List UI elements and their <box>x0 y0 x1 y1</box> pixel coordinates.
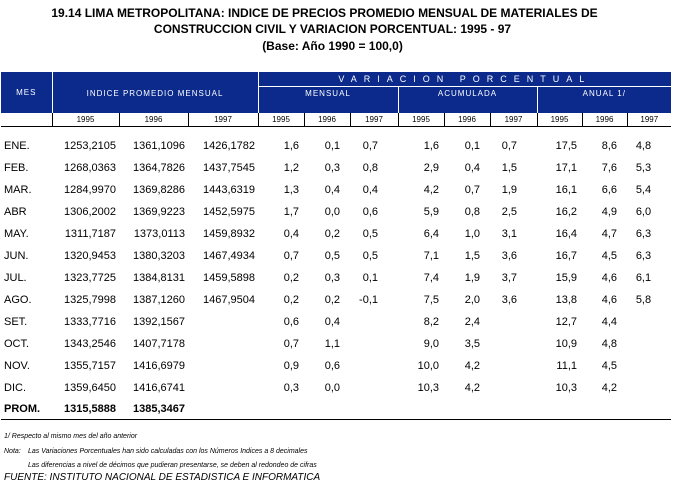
value-cell: 1323,7725 <box>64 271 116 284</box>
value-cell: 4,2 <box>601 381 618 394</box>
value-cell: 1373,0113 <box>133 227 185 240</box>
month-cell: JUL. <box>4 271 27 284</box>
value-cell <box>350 333 398 355</box>
source-note: FUENTE: INSTITUTO NACIONAL DE ESTADISTICA E INFORMATICA <box>4 472 321 483</box>
header-anual: ANUAL 1/ <box>537 86 671 100</box>
nota-label: Nota: <box>4 448 21 455</box>
value-cell: 6,1 <box>635 271 652 284</box>
value-cell: 1407,7178 <box>133 337 185 350</box>
value-cell: 3,7 <box>501 271 518 284</box>
average-label: PROM. <box>1 399 52 420</box>
value-cell: 3,6 <box>501 293 518 306</box>
value-cell <box>188 355 258 377</box>
year-label: 1995 <box>398 113 444 127</box>
value-cell: 17,5 <box>555 139 578 152</box>
value-cell: 0,4 <box>283 227 300 240</box>
value-cell: 1311,7187 <box>64 227 116 240</box>
value-cell: 1380,3203 <box>133 249 185 262</box>
value-cell: 1284,9970 <box>64 183 116 196</box>
value-cell <box>188 311 258 333</box>
table-title-line2: CONSTRUCCION CIVIL Y VARIACION PORCENTUAL: 1995 - 97 <box>153 22 512 36</box>
value-cell: 0,8 <box>362 161 379 174</box>
footnote-redondeo: Las diferencias a nivel de décimos que pudieran presentarse, se deben al redondeo de cifras <box>28 462 317 469</box>
header-mensual: MENSUAL <box>258 86 398 100</box>
value-cell: 1467,9504 <box>203 293 256 306</box>
value-cell: 6,3 <box>635 227 652 240</box>
value-cell: 1384,8131 <box>133 271 185 284</box>
value-cell: 0,0 <box>324 381 341 394</box>
value-cell <box>490 311 537 333</box>
value-cell: 1387,1260 <box>133 293 185 306</box>
value-cell: 6,6 <box>601 183 618 196</box>
value-cell <box>350 355 398 377</box>
value-cell: 1426,1782 <box>203 139 256 152</box>
value-cell: 1,3 <box>283 183 300 196</box>
value-cell: 1,9 <box>464 271 481 284</box>
value-cell: 4,8 <box>601 337 618 350</box>
year-label: 1995 <box>258 113 304 127</box>
value-cell: 4,6 <box>601 293 618 306</box>
value-cell: 1,5 <box>501 161 518 174</box>
value-cell: 0,2 <box>283 293 300 306</box>
header-variacion-porcentual: VARIACION PORCENTUAL <box>258 72 671 86</box>
average-row <box>1 399 671 420</box>
value-cell: 1,5 <box>464 249 481 262</box>
year-label: 1997 <box>188 113 258 127</box>
table-base-note: (Base: Año 1990 = 100,0) <box>262 39 403 53</box>
value-cell: 5,9 <box>423 205 440 218</box>
value-cell: 1459,5898 <box>203 271 256 284</box>
table-row <box>1 377 671 399</box>
value-cell: 0,7 <box>362 139 379 152</box>
value-cell: 0,6 <box>324 359 341 372</box>
value-cell: 9,0 <box>423 337 440 350</box>
value-cell <box>490 333 537 355</box>
value-cell: 0,5 <box>362 249 379 262</box>
table-title-line1: 19.14 LIMA METROPOLITANA: INDICE DE PRECIOS PROMEDIO MENSUAL DE MATERIALES DE <box>51 6 598 20</box>
value-cell: 1443,6319 <box>203 183 256 196</box>
month-cell: AGO. <box>4 293 32 306</box>
value-cell: 2,5 <box>501 205 518 218</box>
value-cell: 7,6 <box>601 161 618 174</box>
value-cell: 1343,2546 <box>64 337 116 350</box>
table-row <box>1 333 671 355</box>
nota-text: Las Variaciones Porcentuales han sido calculadas con los Números Indices a 8 decimales <box>28 448 308 455</box>
value-cell: 0,1 <box>362 271 379 284</box>
value-cell: 1306,2002 <box>64 205 116 218</box>
value-cell: 0,1 <box>464 139 481 152</box>
table-row <box>1 201 671 223</box>
value-cell: 6,3 <box>635 249 652 262</box>
month-cell: OCT. <box>4 337 30 350</box>
value-cell: 0,1 <box>324 139 341 152</box>
value-cell: 1268,0363 <box>64 161 116 174</box>
value-cell: 0,2 <box>283 271 300 284</box>
year-header-row <box>1 113 671 127</box>
value-cell: 1359,6450 <box>64 381 116 394</box>
value-cell: 5,4 <box>635 183 652 196</box>
value-cell <box>350 377 398 399</box>
value-cell: 4,2 <box>464 381 481 394</box>
year-label: 1997 <box>350 113 398 127</box>
value-cell <box>490 377 537 399</box>
month-cell: DIC. <box>4 381 26 394</box>
header-indice-promedio: INDICE PROMEDIO MENSUAL <box>52 86 258 100</box>
year-label: 1996 <box>444 113 490 127</box>
value-cell: 1,0 <box>464 227 481 240</box>
value-cell: 0,8 <box>464 205 481 218</box>
value-cell: 10,3 <box>555 381 578 394</box>
value-cell: 0,3 <box>324 271 341 284</box>
year-label: 1996 <box>582 113 627 127</box>
month-cell: ENE. <box>4 139 30 152</box>
table-row <box>1 179 671 201</box>
value-cell: 7,4 <box>423 271 440 284</box>
year-label: 1997 <box>627 113 671 127</box>
price-index-table <box>1 72 671 420</box>
value-cell: 15,9 <box>555 271 578 284</box>
value-cell: 13,8 <box>555 293 578 306</box>
value-cell <box>627 355 671 377</box>
value-cell: 4,4 <box>601 315 618 328</box>
value-cell: 1253,2105 <box>64 139 116 152</box>
value-cell: 1369,9223 <box>133 205 185 218</box>
value-cell: 10,9 <box>555 337 578 350</box>
value-cell: 4,2 <box>423 183 440 196</box>
value-cell: 8,2 <box>423 315 440 328</box>
footnote-anual: 1/ Respecto al mismo mes del año anterior <box>4 433 138 440</box>
value-cell: 6,0 <box>635 205 652 218</box>
value-cell <box>188 377 258 399</box>
value-cell: 1,9 <box>501 183 518 196</box>
value-cell: 1392,1567 <box>133 315 185 328</box>
value-cell: 11,1 <box>556 359 578 372</box>
month-cell: MAR. <box>4 183 32 196</box>
value-cell: 1416,6741 <box>133 381 185 394</box>
value-cell: -0,1 <box>359 293 379 306</box>
month-cell: ABR <box>4 205 27 218</box>
value-cell: 1437,7545 <box>203 161 256 174</box>
value-cell: 0,2 <box>324 227 341 240</box>
value-cell: 0,5 <box>362 227 379 240</box>
value-cell: 1,2 <box>283 161 300 174</box>
value-cell: 8,6 <box>601 139 618 152</box>
value-cell: 0,3 <box>324 161 341 174</box>
value-cell: 10,0 <box>417 359 440 372</box>
average-index-1995: 1315,5888 <box>52 399 119 420</box>
table-row <box>1 135 671 157</box>
value-cell: 1361,1096 <box>133 139 185 152</box>
value-cell: 0,7 <box>501 139 518 152</box>
value-cell: 0,4 <box>324 315 341 328</box>
value-cell <box>627 377 671 399</box>
value-cell: 1364,7826 <box>133 161 185 174</box>
value-cell: 1,6 <box>283 139 300 152</box>
value-cell: 1452,5975 <box>203 205 256 218</box>
year-label: 1995 <box>537 113 582 127</box>
value-cell: 0,2 <box>324 293 341 306</box>
value-cell: 3,5 <box>464 337 481 350</box>
value-cell: 4,7 <box>601 227 618 240</box>
value-cell: 7,5 <box>423 293 440 306</box>
value-cell: 16,7 <box>555 249 578 262</box>
table-row <box>1 355 671 377</box>
year-label: 1995 <box>52 113 119 127</box>
value-cell: 0,4 <box>464 161 481 174</box>
month-cell: MAY. <box>4 227 29 240</box>
value-cell: 3,1 <box>501 227 518 240</box>
value-cell: 16,4 <box>555 227 578 240</box>
value-cell: 1325,7998 <box>64 293 116 306</box>
average-index-1996: 1385,3467 <box>119 399 188 420</box>
value-cell: 5,3 <box>635 161 652 174</box>
value-cell: 2,4 <box>464 315 481 328</box>
value-cell: 10,3 <box>417 381 440 394</box>
value-cell: 0,7 <box>283 337 300 350</box>
value-cell: 6,4 <box>423 227 440 240</box>
value-cell: 12,7 <box>555 315 578 328</box>
value-cell: 1,1 <box>324 337 341 350</box>
value-cell: 4,2 <box>464 359 481 372</box>
value-cell <box>490 355 537 377</box>
value-cell: 16,1 <box>555 183 578 196</box>
value-cell: 4,5 <box>601 359 618 372</box>
header-acumulada: ACUMULADA <box>398 86 537 100</box>
value-cell: 4,8 <box>635 139 652 152</box>
value-cell: 1,6 <box>423 139 440 152</box>
value-cell: 17,1 <box>555 161 578 174</box>
value-cell: 4,9 <box>601 205 618 218</box>
table-row <box>1 311 671 333</box>
value-cell <box>627 311 671 333</box>
value-cell: 0,5 <box>324 249 341 262</box>
value-cell: 1369,8286 <box>133 183 185 196</box>
table-row <box>1 245 671 267</box>
value-cell: 0,4 <box>324 183 341 196</box>
value-cell <box>627 333 671 355</box>
value-cell: 1416,6979 <box>133 359 185 372</box>
table-row <box>1 157 671 179</box>
month-cell: JUN. <box>4 249 29 262</box>
value-cell: 0,0 <box>324 205 341 218</box>
value-cell: 4,5 <box>601 249 618 262</box>
footnote-nota <box>4 448 308 455</box>
value-cell: 3,6 <box>501 249 518 262</box>
header-mes: MES <box>1 72 52 113</box>
value-cell: 0,3 <box>283 381 300 394</box>
value-cell: 2,9 <box>423 161 440 174</box>
value-cell: 1333,7716 <box>64 315 116 328</box>
value-cell: 5,8 <box>635 293 652 306</box>
value-cell: 1459,8932 <box>203 227 256 240</box>
value-cell: 7,1 <box>423 249 440 262</box>
value-cell: 0,4 <box>362 183 379 196</box>
value-cell: 1,7 <box>283 205 300 218</box>
table-row <box>1 289 671 311</box>
value-cell: 0,7 <box>464 183 481 196</box>
value-cell: 0,6 <box>283 315 300 328</box>
value-cell: 16,2 <box>555 205 578 218</box>
value-cell <box>188 333 258 355</box>
value-cell: 2,0 <box>464 293 481 306</box>
value-cell: 0,9 <box>283 359 300 372</box>
month-cell: NOV. <box>4 359 30 372</box>
value-cell: 0,7 <box>283 249 300 262</box>
value-cell: 1355,7157 <box>64 359 116 372</box>
month-cell: FEB. <box>4 161 29 174</box>
value-cell: 1467,4934 <box>203 249 256 262</box>
year-label: 1996 <box>304 113 350 127</box>
year-label: 1997 <box>490 113 537 127</box>
month-cell: SET. <box>4 315 28 328</box>
year-label: 1996 <box>119 113 188 127</box>
table-row <box>1 267 671 289</box>
value-cell: 0,6 <box>362 205 379 218</box>
value-cell: 1320,9453 <box>64 249 116 262</box>
value-cell <box>350 311 398 333</box>
value-cell: 4,6 <box>601 271 618 284</box>
table-row <box>1 223 671 245</box>
